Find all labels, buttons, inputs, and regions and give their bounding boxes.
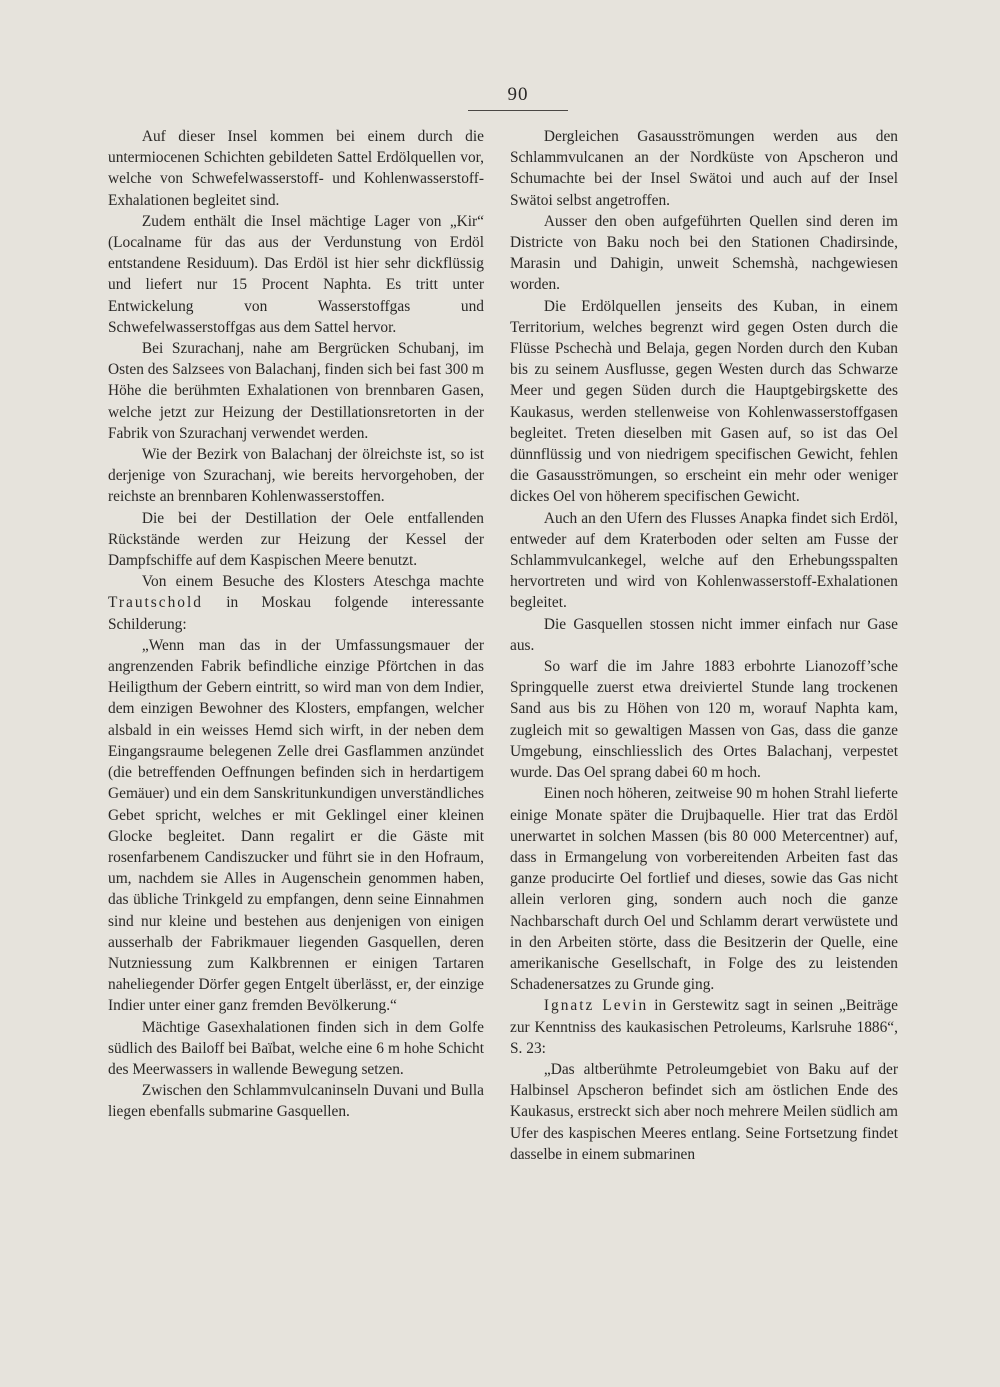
paragraph: Einen noch höheren, zeitweise 90 m hohen Strahl lieferte einige Monate später die Drujbaquelle. Hier trat das Erdöl unerwartet in solchen Massen (bis 80 000 Metercentner) auf, dass in Ermangelung von vorbereitenden Arbeiten fast das ganze producirte Oel fortlief und dieses, sowie das Gas nicht allein verloren ging, sondern auch noch die ganze Nachbarschaft durch Oel und Schlamm derart verwüstete und in den Arbeiten störte, dass die Besitzerin der Quelle, eine amerikanische Gesellschaft, in Folge des zu leistenden Schadenersatzes zu Grunde ging. [510, 785, 898, 994]
paragraph: Die Erdölquellen jenseits des Kuban, in einem Territorium, welches begrenzt wird gegen Osten durch die Flüsse Pschechà und Belaja, gegen Norden durch den Kuban bis zu seinem Ausflusse, gegen Westen durch das Schwarze Meer und gegen Süden durch die Hauptgebirgskette des Kaukasus, werden stellenweise von Kohlenwasserstoffgasen begleitet. Treten dieselben mit Gasen auf, so ist das Oel dünnflüssig und von niedrigem specifischen Gewicht, fehlen die Gasausströmungen, so erscheint ein mehr oder weniger dickes Oel von höherem specifischen Gewicht. [510, 297, 898, 506]
paragraph-text: in Moskau folgende interessante Schilderung: [108, 594, 484, 633]
page-number: 90 [507, 84, 529, 105]
left-column [108, 126, 484, 1123]
paragraph-text: Von einem Besuche des Klosters Ateschga machte [141, 573, 484, 591]
paragraph: Auf dieser Insel kommen bei einem durch die untermiocenen Schichten gebildeten Sattel Erdölquellen vor, welche von Schwefelwasserstoff- und Kohlenwasserstoff-Exhalationen begleitet sind. [108, 128, 484, 209]
paragraph: Ausser den oben aufgeführten Quellen sind deren im Districte von Baku noch bei den Stationen Chadirsinde, Marasin und Dahigin, unweit Schemshà, nachgewiesen worden. [510, 212, 898, 294]
paragraph: Dergleichen Gasausströmungen werden aus den Schlammvulcanen an der Nordküste von Apscheron und Schumachte bei der Insel Swätoi und auch auf der Insel Swätoi selbst angetroffen. [510, 128, 898, 209]
quote-paragraph: „Wenn man das in der Umfassungsmauer der angrenzenden Fabrik befindliche einzige Pförtchen in das Heiligthum der Gebern eintritt, so wird man von dem Indier, dem einzigen Bewohner des Klosters, empfangen, welcher alsbald in ein weisses Hemd sich wirft, in der neben dem Eingangsraume belegenen Zelle drei Gasflammen anzündet (die betreffenden Oeffnungen befinden sich in herdartigem Gemäuer) und ein dem Sanskritunkundigen unverständliches Gebet spricht, welches er mit Geklingel einer kleinen Glocke begleitet. Dann regalirt er die Gäste mit rosenfarbenem Candiszucker und führt sie in den Hofraum, um, nachdem sie Alles in Augenschein genommen haben, das übliche Trinkgeld zu empfangen, denn seine Einnahmen sind nur kleine und bestehen aus denjenigen von einigen ausserhalb der Fabrikmauer liegenden Gasquellen, deren Nutzniessung zum Kalkbrennen er einigen Tartaren naheliegender Dörfer gegen Entgelt überlässt, er, der einzige Indier unter einer ganz fremden Bevölkerung.“ [108, 636, 484, 1015]
paragraph: So warf die im Jahre 1883 erbohrte Lianozoff’sche Springquelle zuerst etwa dreiviertel Stunde lang trockenen Sand aus bis zu Höhen von 120 m, worauf Naphta kam, zugleich mit so gewaltigen Massen von Gas, dass die ganze Umgebung, einschliesslich des Ortes Balachanj, verpestet wurde. Das Oel sprang dabei 60 m hoch. [510, 658, 898, 782]
paragraph: Zudem enthält die Insel mächtige Lager von „Kir“ (Localname für das aus der Verdunstung von Erdöl entstandene Residuum). Das Erdöl ist hier sehr dickflüssig und liefert nur 15 Procent Naphta. Es tritt unter Entwickelung von Wasserstoffgas und Schwefelwasserstoffgas aus dem Sattel hervor. [108, 212, 484, 336]
paragraph: Mächtige Gasexhalationen finden sich in dem Golfe südlich des Bailoff bei Baïbat, welche eine 6 m hohe Schicht des Meerwassers in wallende Bewegung setzen. [108, 1018, 484, 1078]
header-rule [468, 110, 568, 111]
paragraph: Bei Szurachanj, nahe am Bergrücken Schubanj, im Osten des Salzsees von Balachanj, finden sich bei fast 300 m Höhe die berühmten Exhalationen von brennbaren Gasen, welche jetzt zur Heizung der Destillationsretorten in der Fabrik von Szurachanj verwendet werden. [108, 340, 484, 442]
quote-paragraph: „Das altberühmte Petroleumgebiet von Baku auf der Halbinsel Apscheron befindet sich am östlichen Ende des Kaukasus, erstreckt sich aber noch mehrere Meilen südlich am Ufer des kaspischen Meeres entlang. Seine Fortsetzung findet dasselbe in einem submarinen [510, 1060, 898, 1163]
paragraph: Die Gasquellen stossen nicht immer einfach nur Gase aus. [510, 615, 898, 654]
page-header [468, 84, 568, 111]
paragraph: Die bei der Destillation der Oele entfallenden Rückstände werden zur Heizung der Kessel der Dampfschiffe auf dem Kaspischen Meere benutzt. [108, 509, 484, 570]
paragraph: Zwischen den Schlammvulcaninseln Duvani und Bulla liegen ebenfalls submarine Gasquellen. [108, 1082, 484, 1121]
paragraph-text: in Gerstewitz sagt in seinen „Beiträge zur Kenntniss des kaukasischen Petroleums, Karlsruhe 1886“, S. 23: [510, 997, 898, 1057]
paragraph: Wie der Bezirk von Balachanj der ölreichste ist, so ist derjenige von Szurachanj, wie bereits hervorgehoben, der reichste an brennbaren Kohlenwasserstoffen. [108, 446, 484, 506]
paragraph [108, 571, 484, 635]
paragraph: Auch an den Ufern des Flusses Anapka findet sich Erdöl, entweder auf dem Kraterboden oder selten am Fusse der Schlammvulcankegel, welche auf den Erhebungsspalten hervortreten und wird von Kohlenwasserstoff-Exhalationen begleitet. [510, 509, 898, 612]
author-name: Ignatz Levin [543, 997, 649, 1015]
right-column [510, 126, 898, 1165]
author-name: Trautschold [108, 594, 203, 612]
paragraph [510, 995, 898, 1059]
